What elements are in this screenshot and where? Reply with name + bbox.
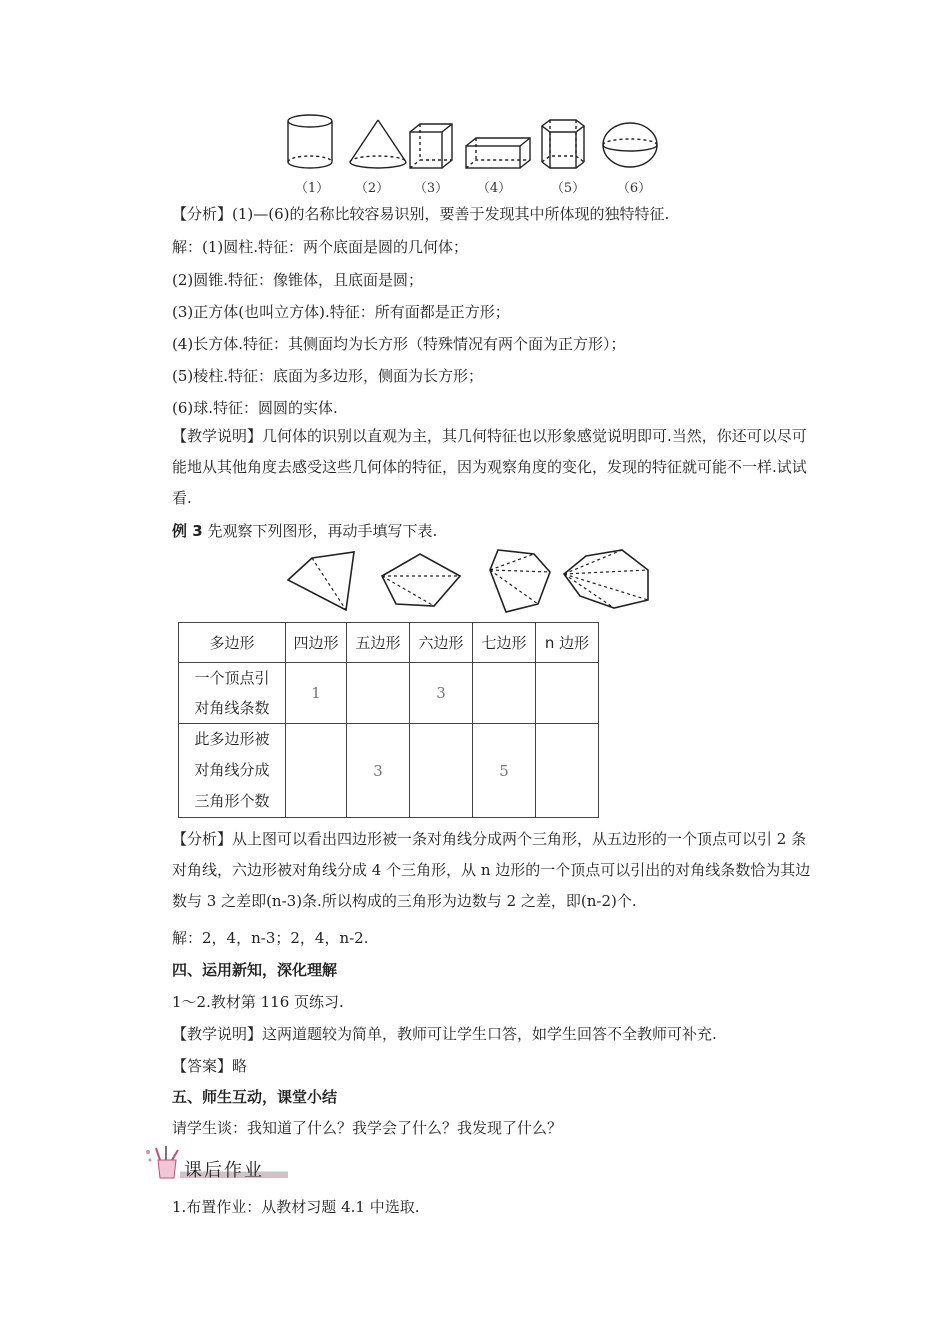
table-cell xyxy=(473,663,536,724)
solid-label-4: （4） xyxy=(476,181,512,196)
section-4-title: 四、运用新知，深化理解 xyxy=(172,961,338,979)
polygons-figure xyxy=(284,546,664,616)
row1-label-line: 对角线条数 xyxy=(194,699,270,717)
table-cell xyxy=(536,724,599,818)
row2-label xyxy=(179,724,286,818)
section-5-title: 五、师生互动，课堂小结 xyxy=(172,1088,338,1106)
solids-figure xyxy=(280,112,680,176)
row1-label-line: 一个顶点引 xyxy=(194,669,270,687)
teaching-note-1-text: 【教学说明】几何体的识别以直观为主，其几何特征也以形象感觉说明即可.当然，你还可以尽可能地从其他角度去感受这些几何体的特征，因为观察角度的变化，发现的特征就可能不一样.试试看. xyxy=(172,427,807,507)
solid-label-5: （5） xyxy=(550,181,586,196)
row2-label-line: 对角线分成 xyxy=(194,761,270,779)
solid-label-1: （1） xyxy=(294,181,330,196)
table-header: 七边形 xyxy=(473,623,536,663)
row1-label xyxy=(179,663,286,724)
teaching-note-1 xyxy=(172,421,812,514)
cylinder-shape xyxy=(288,115,332,168)
prism-shape xyxy=(542,120,584,168)
solution-line-1: 解：(1)圆柱.特征：两个底面是圆的几何体； xyxy=(172,238,469,256)
table-header: 五边形 xyxy=(347,623,410,663)
teaching-note-2: 【教学说明】这两道题较为简单，教师可让学生口答，如学生回答不全教师可补充. xyxy=(172,1025,717,1043)
pencil-cup-icon xyxy=(146,1146,178,1178)
pentagon-shape xyxy=(382,554,460,606)
table-header: 多边形 xyxy=(179,623,286,663)
table-header: n 边形 xyxy=(536,623,599,663)
example-3 xyxy=(172,521,437,541)
analysis-2: 【分析】从上图可以看出四边形被一条对角线分成两个三角形，从五边形的一个顶点可以引 2 条对角线，六边形被对角线分成 4 个三角形，从 n 边形的一个顶点可以引出的对角线条数恰为其边数与 3 之差即(n-3)条.所以构成的三角形为边数与 2 之差，即(n-2)个. xyxy=(172,830,811,910)
cuboid-shape xyxy=(466,138,530,168)
table-cell xyxy=(536,663,599,724)
table-header: 四边形 xyxy=(286,623,347,663)
example-3-text: 先观察下列图形，再动手填写下表. xyxy=(202,522,438,540)
homework-title: 课后作业 xyxy=(184,1160,264,1181)
section-5-text: 请学生谈：我知道了什么？我学会了什么？我发现了什么？ xyxy=(172,1119,563,1137)
solution-2: 解：2，4，n-3；2，4，n-2. xyxy=(172,929,369,947)
row2-label-line: 此多边形被 xyxy=(194,730,270,748)
solid-label-3: （3） xyxy=(413,181,449,196)
table-cell: 3 xyxy=(347,724,410,818)
quadrilateral-shape xyxy=(288,552,354,610)
table-cell: 1 xyxy=(286,663,347,724)
homework-text: 1.布置作业：从教材习题 4.1 中选取. xyxy=(172,1198,420,1216)
table-cell xyxy=(347,663,410,724)
answer: 【答案】略 xyxy=(172,1057,248,1075)
row2-label-line: 三角形个数 xyxy=(194,792,270,810)
table-cell: 3 xyxy=(410,663,473,724)
solution-line-6: (6)球.特征：圆圆的实体. xyxy=(172,399,338,417)
example-3-label: 例 3 xyxy=(172,522,203,540)
solution-line-2: (2)圆锥.特征：像锥体，且底面是圆； xyxy=(172,271,424,289)
solution-line-5: (5)棱柱.特征：底面为多边形，侧面为长方形； xyxy=(172,367,484,385)
section-4-text: 1～2.教材第 116 页练习. xyxy=(172,993,344,1011)
solid-label-6: （6） xyxy=(616,181,652,196)
heptagon-shape xyxy=(564,550,648,608)
table-cell: 5 xyxy=(473,724,536,818)
solution-line-3: (3)正方体(也叫立方体).特征：所有面都是正方形； xyxy=(172,303,510,321)
table-cell xyxy=(410,724,473,818)
hexagon-shape xyxy=(490,550,550,612)
sphere-shape xyxy=(603,123,657,167)
solution-line-4: (4)长方体.特征：其侧面均为长方形（特殊情况有两个面为正方形）； xyxy=(172,335,626,353)
table-cell xyxy=(286,724,347,818)
cube-shape xyxy=(410,124,452,168)
solid-label-2: （2） xyxy=(354,181,390,196)
table-header: 六边形 xyxy=(410,623,473,663)
cone-shape xyxy=(350,120,406,168)
analysis-1: 【分析】(1)—(6)的名称比较容易识别，要善于发现其中所体现的独特特征. xyxy=(172,205,670,223)
polygon-table xyxy=(178,622,599,818)
